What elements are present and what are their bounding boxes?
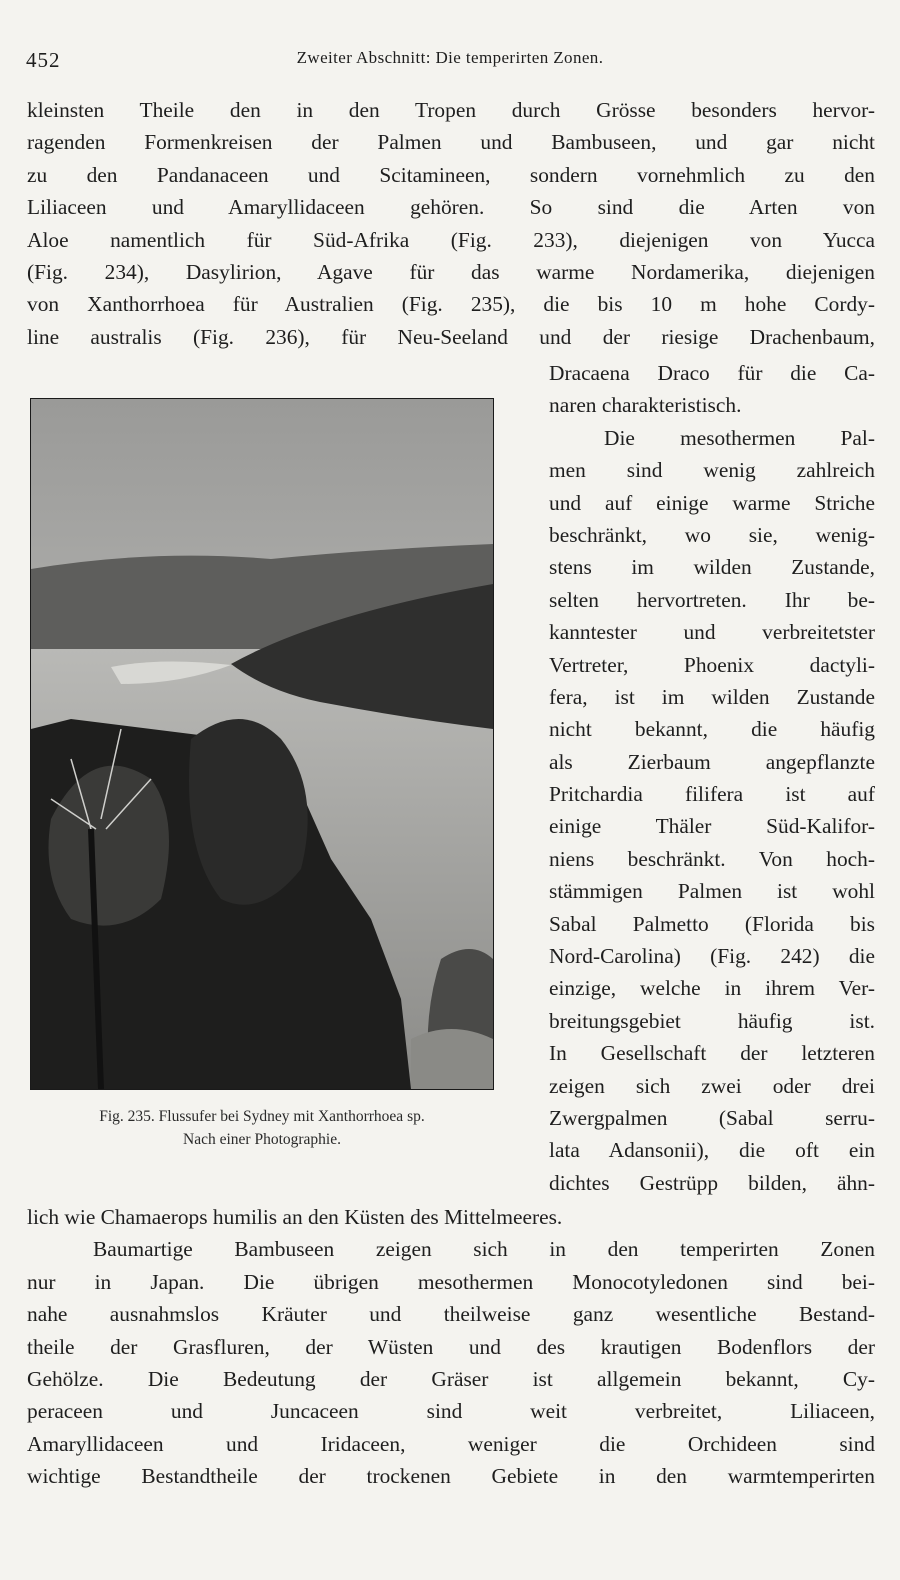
caption-title: Fig. 235. Flussufer bei Sydney mit Xanthorrhoea sp. — [99, 1108, 425, 1125]
text-line: wichtige Bestandtheile der trockenen Gebiete in den warmtemperirten — [27, 1464, 875, 1489]
text-line: nur in Japan. Die übrigen mesothermen Monocotyledonen sind bei- — [27, 1269, 875, 1294]
text-line: Nord-Carolina) (Fig. 242) die — [549, 944, 875, 969]
text-line: stens im wilden Zustande, — [549, 555, 875, 580]
text-line: Vertreter, Phoenix dactyli- — [549, 652, 875, 677]
text-line: stämmigen Palmen ist wohl — [549, 879, 875, 904]
header-title: Zweiter Abschnitt: Die temperirten Zonen. — [296, 48, 604, 67]
bottom-paragraphs — [27, 1201, 875, 1493]
text-line: niens beschränkt. Von hoch- — [549, 846, 875, 871]
text-line: Zwergpalmen (Sabal serru- — [549, 1105, 875, 1130]
text-line: selten hervortreten. Ihr be- — [549, 587, 875, 612]
text-line: Sabal Palmetto (Florida bis — [549, 911, 875, 936]
text-line: lich wie Chamaerops humilis an den Küsten des Mittelmeeres. — [27, 1205, 563, 1229]
text-line: fera, ist im wilden Zustande — [549, 684, 875, 709]
text-line: (Fig. 234), Dasylirion, Agave für das warme Nordamerika, diejenigen — [27, 259, 875, 284]
figure-photograph — [30, 398, 494, 1090]
text-line: theile der Grasfluren, der Wüsten und des krautigen Bodenflors der — [27, 1334, 875, 1359]
text-line: Gehölze. Die Bedeutung der Gräser ist allgemein bekannt, Cy- — [27, 1366, 875, 1391]
text-line: Amaryllidaceen und Iridaceen, weniger die Orchideen sind — [27, 1431, 875, 1456]
running-head — [0, 40, 900, 74]
text-line: men sind wenig zahlreich — [549, 458, 875, 483]
text-line: Aloe namentlich für Süd-Afrika (Fig. 233), diejenigen von Yucca — [27, 227, 875, 252]
text-line: nicht bekannt, die häufig — [549, 717, 875, 742]
text-line: naren charakteristisch. — [549, 393, 742, 418]
text-line: Die mesothermen Pal- — [604, 425, 875, 450]
right-column-text — [549, 357, 875, 1199]
text-line: Pritchardia filifera ist auf — [549, 782, 875, 807]
text-line: und auf einige warme Striche — [549, 490, 875, 515]
text-line: In Gesellschaft der letzteren — [549, 1041, 875, 1066]
text-line: line australis (Fig. 236), für Neu-Seeland und der riesige Drachenbaum, — [27, 324, 875, 349]
text-line: zeigen sich zwei oder drei — [549, 1073, 875, 1098]
river-landscape-image — [31, 399, 493, 1089]
text-line: dichtes Gestrüpp bilden, ähn- — [549, 1170, 875, 1195]
text-line: nahe ausnahmslos Kräuter und theilweise ganz wesentliche Bestand- — [27, 1302, 875, 1327]
text-line: einzige, welche in ihrem Ver- — [549, 976, 875, 1001]
text-line: Liliaceen und Amaryllidaceen gehören. So sind die Arten von — [27, 195, 875, 220]
text-line: breitungsgebiet häufig ist. — [549, 1008, 875, 1033]
page-number: 452 — [26, 48, 61, 72]
text-line: von Xanthorrhoea für Australien (Fig. 235), die bis 10 m hohe Cordy- — [27, 292, 875, 317]
caption-source: Nach einer Photographie. — [183, 1131, 341, 1148]
text-line: beschränkt, wo sie, wenig- — [549, 522, 875, 547]
text-line: ragenden Formenkreisen der Palmen und Bambuseen, und gar nicht — [27, 130, 875, 155]
text-line: lata Adansonii), die oft ein — [549, 1138, 875, 1163]
text-line: als Zierbaum angepflanzte — [549, 749, 875, 774]
text-line: einige Thäler Süd-Kalifor- — [549, 814, 875, 839]
text-line: Baumartige Bambuseen zeigen sich in den temperirten Zonen — [93, 1237, 875, 1262]
text-line: kanntester und verbreitetster — [549, 620, 875, 645]
figure-caption — [30, 1105, 494, 1151]
text-line: zu den Pandanaceen und Scitamineen, sondern vornehmlich zu den — [27, 162, 875, 187]
text-line: peraceen und Juncaceen sind weit verbreitet, Liliaceen, — [27, 1399, 875, 1424]
text-line: kleinsten Theile den in den Tropen durch Grösse besonders hervor- — [27, 98, 875, 122]
text-line: Dracaena Draco für die Ca- — [549, 361, 875, 385]
top-paragraph — [27, 94, 875, 353]
